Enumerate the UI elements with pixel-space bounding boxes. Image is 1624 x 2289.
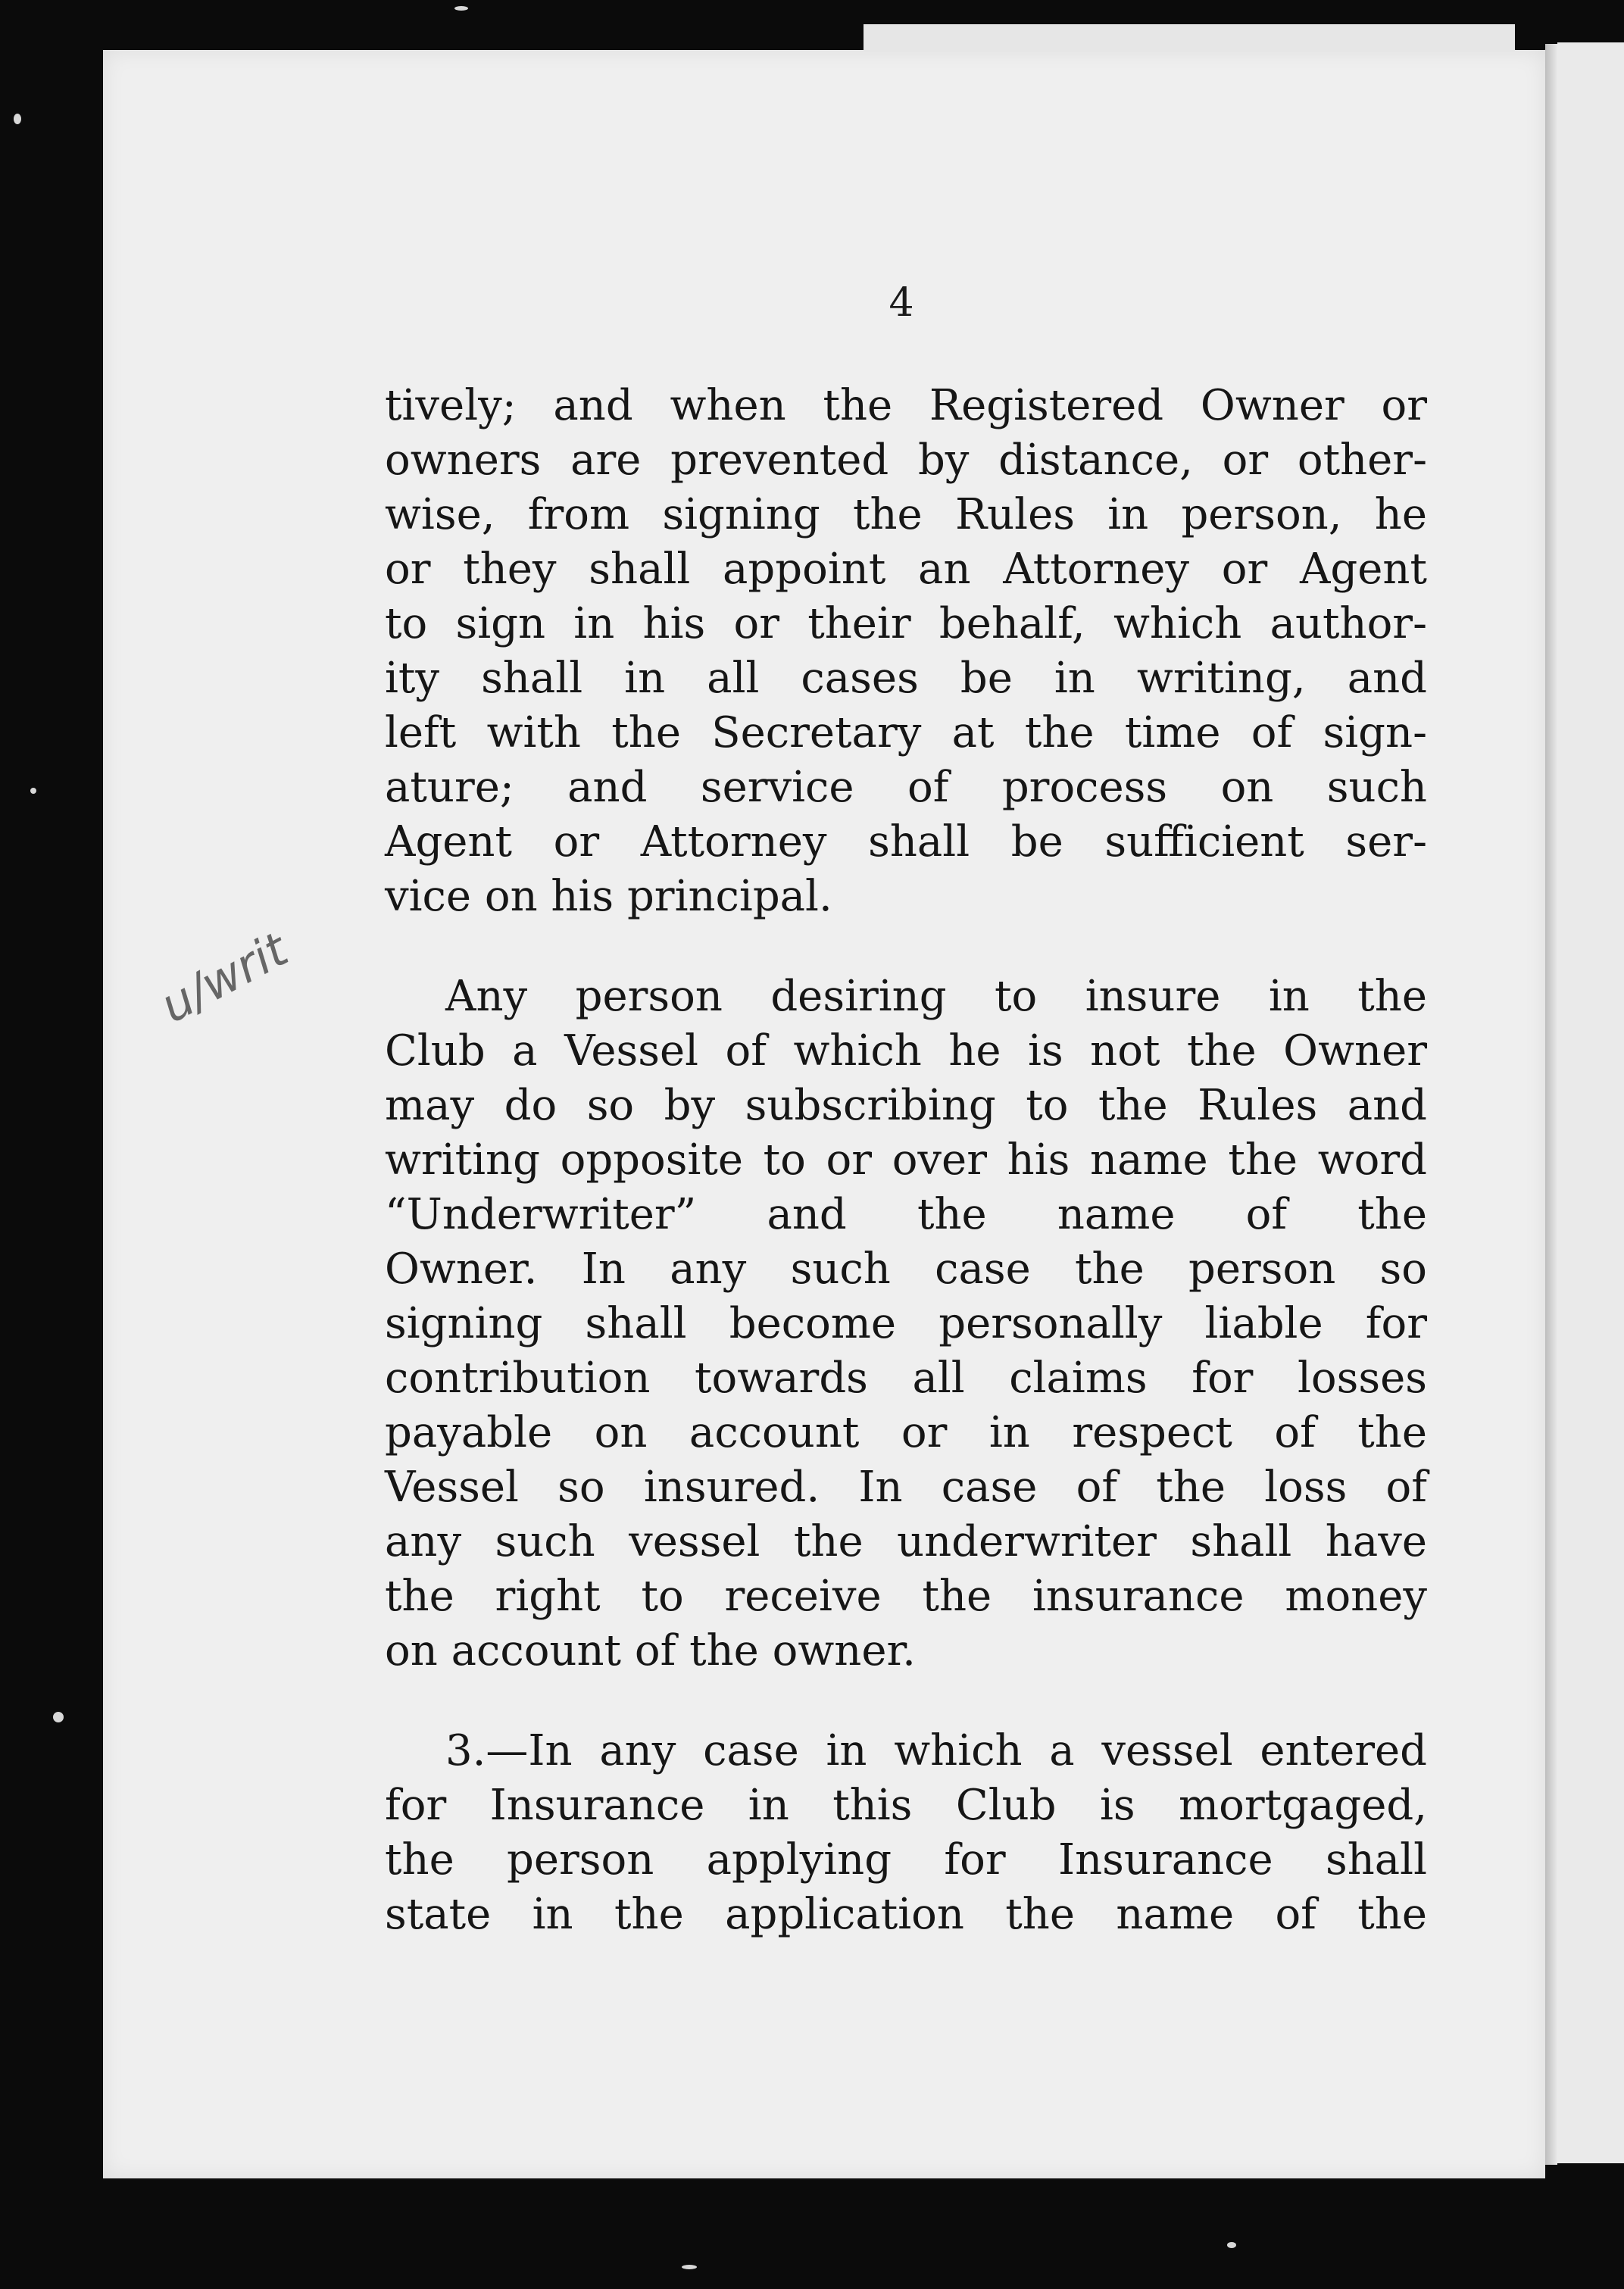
page-edge (1545, 44, 1557, 2165)
text-line: on account of the owner. (385, 1626, 916, 1675)
text-line: left with the Secretary at the time of sign- (385, 708, 1427, 757)
page-number: 4 (889, 280, 914, 326)
scan-speck (454, 6, 468, 11)
text-line: to sign in his or their behalf, which author- (385, 599, 1427, 648)
text-line: any such vessel the underwriter shall have (385, 1517, 1427, 1566)
text-line: payable on account or in respect of the (385, 1408, 1427, 1457)
text-line: Agent or Attorney shall be sufficient ser- (385, 817, 1427, 867)
text-line: contribution towards all claims for losses (385, 1354, 1427, 1403)
paragraph-gap (385, 1678, 1427, 1724)
scan-speck (53, 1712, 64, 1722)
paragraph (385, 1724, 1427, 1942)
scan-speck (682, 2265, 697, 2269)
facing-page (1557, 42, 1624, 2163)
text-line: wise, from signing the Rules in person, he (385, 490, 1427, 539)
scan-speck (1227, 2242, 1236, 2248)
paragraph (385, 379, 1427, 924)
text-line: Owner. In any such case the person so (385, 1244, 1427, 1294)
paragraph-gap (385, 924, 1427, 970)
text-line: 3.—In any case in which a vessel entered (445, 1726, 1427, 1775)
scan-speck (14, 114, 21, 124)
text-line: the right to receive the insurance money (385, 1572, 1427, 1621)
text-line: ity shall in all cases be in writing, and (385, 654, 1427, 703)
text-line: may do so by subscribing to the Rules and (385, 1081, 1427, 1130)
body-text (385, 379, 1427, 1942)
text-line: state in the application the name of the (385, 1890, 1427, 1939)
text-line: Any person desiring to insure in the (445, 972, 1427, 1021)
text-line: “Underwriter” and the name of the (385, 1190, 1427, 1239)
text-line: or they shall appoint an Attorney or Agent (385, 545, 1427, 594)
text-line: owners are prevented by distance, or other- (385, 436, 1427, 485)
text-line: Vessel so insured. In case of the loss of (385, 1463, 1427, 1512)
text-line: Club a Vessel of which he is not the Owner (385, 1026, 1427, 1076)
text-line: for Insurance in this Club is mortgaged, (385, 1781, 1427, 1830)
text-line: the person applying for Insurance shall (385, 1835, 1427, 1885)
text-line: writing opposite to or over his name the word (385, 1135, 1427, 1185)
text-line: vice on his principal. (385, 872, 832, 921)
handwritten-margin-note: u/writ (151, 921, 297, 1034)
paragraph (385, 970, 1427, 1678)
scan-speck (30, 788, 36, 794)
text-line: ature; and service of process on such (385, 763, 1427, 812)
text-line: signing shall become personally liable for (385, 1299, 1427, 1348)
text-line: tively; and when the Registered Owner or (385, 381, 1427, 430)
